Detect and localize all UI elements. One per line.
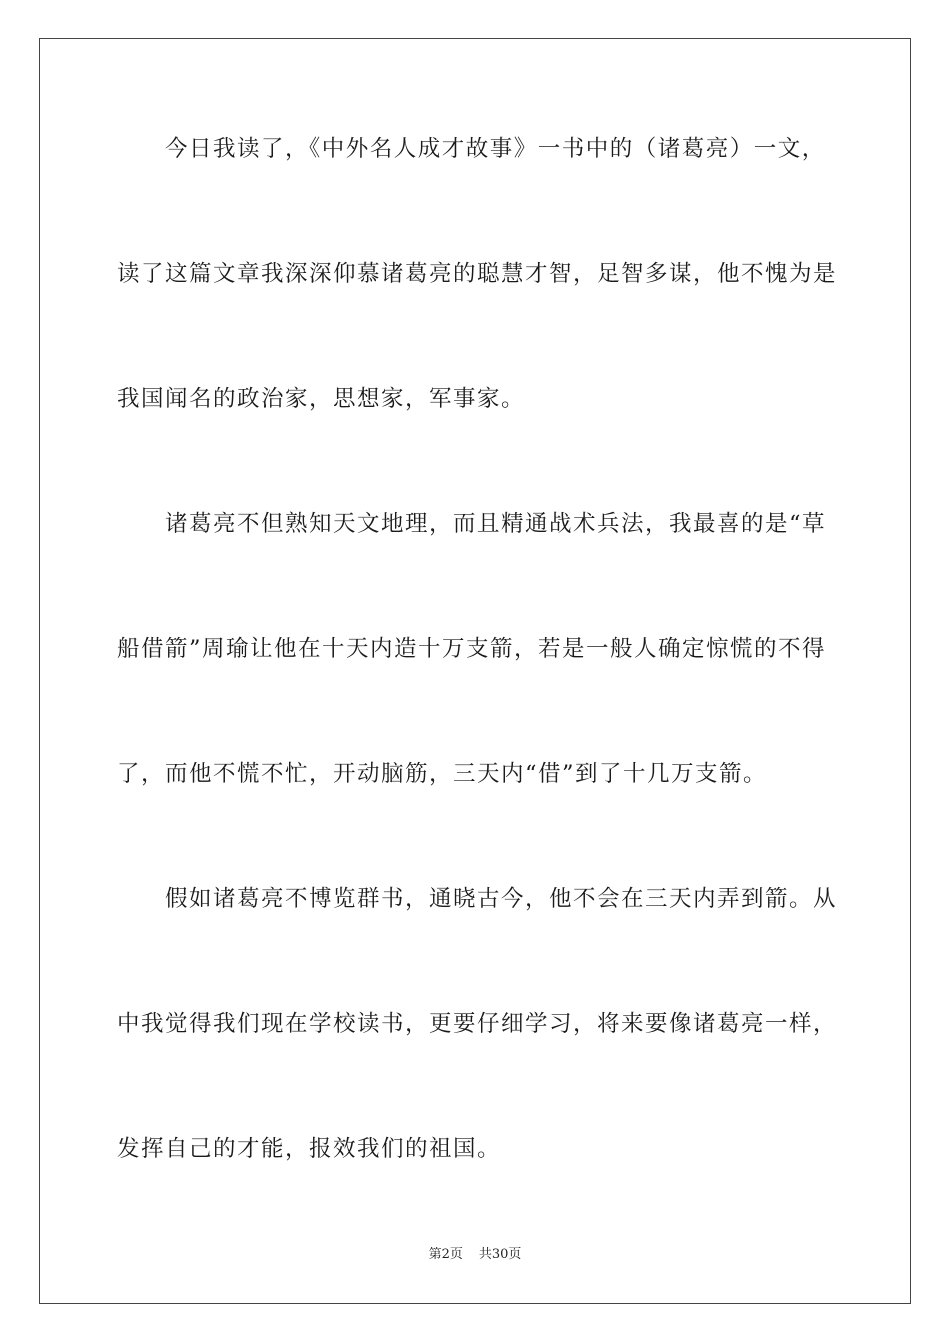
- page-border: [39, 38, 911, 1304]
- paragraph-3-line-1: 假如诸葛亮不博览群书，通晓古今，他不会在三天内弄到箭。从: [165, 886, 838, 912]
- paragraph-2-line-1: 诸葛亮不但熟知天文地理，而且精通战术兵法，我最喜的是“草: [165, 511, 827, 537]
- page-number-total: 共30页: [478, 1247, 522, 1262]
- paragraph-3-line-3: 发挥自己的才能，报效我们的祖国。: [117, 1136, 502, 1162]
- paragraph-1-line-1: 今日我读了，《中外名人成才故事》一书中的（诸葛亮）一文，: [165, 136, 826, 162]
- page-number-current: 第2页: [428, 1247, 463, 1262]
- paragraph-3-line-2: 中我觉得我们现在学校读书，更要仔细学习，将来要像诸葛亮一样，: [117, 1011, 838, 1037]
- paragraph-1-line-3: 我国闻名的政治家，思想家，军事家。: [117, 386, 526, 412]
- page-footer: [0, 1246, 950, 1264]
- paragraph-2-line-2: 船借箭”周瑜让他在十天内造十万支箭，若是一般人确定惊慌的不得: [117, 636, 827, 662]
- paragraph-2-line-3: 了，而他不慌不忙，开动脑筋，三天内“借”到了十几万支箭。: [117, 761, 768, 787]
- paragraph-1-line-2: 读了这篇文章我深深仰慕诸葛亮的聪慧才智，足智多谋，他不愧为是: [117, 261, 838, 287]
